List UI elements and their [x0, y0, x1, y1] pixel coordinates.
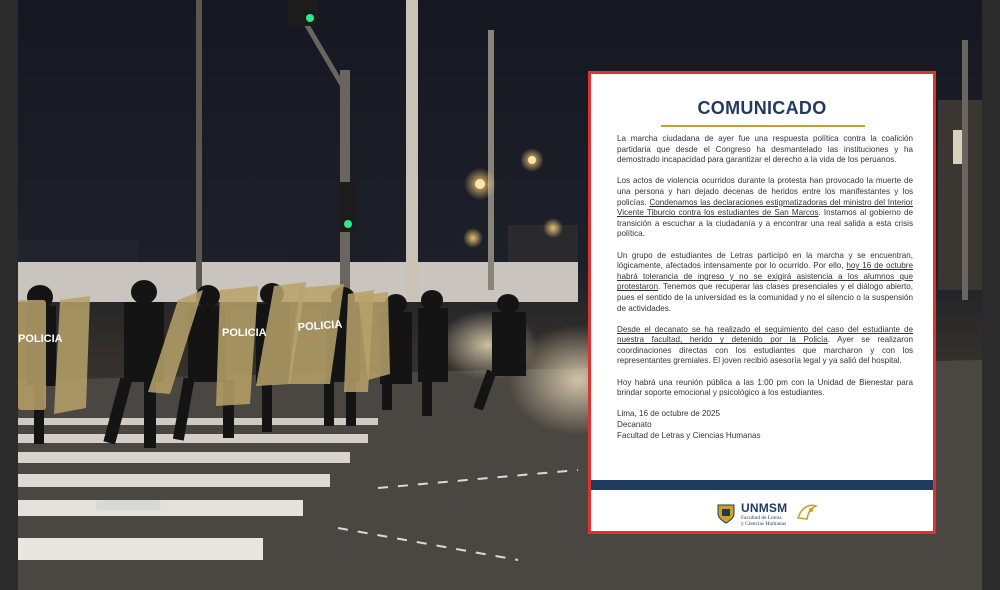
- shield-label-2: POLICIA: [222, 327, 267, 339]
- paragraph-2: Los actos de violencia ocurridos durante la protesta han provocado la muerte de una persona y han dejado decenas de heridos entre los manifestantes y los policías. Condenamos las declaraciones estigmatizadoras del ministro del Interior Vicente Tiburcio contra los estudiantes de San Marcos. Instamos al gobierno de transición a escuchar a la ciudadanía y a encontrar una real salida a esta crisis política.: [617, 176, 914, 239]
- signature-faculty: Facultad de Letras y Ciencias Humanas: [617, 430, 761, 440]
- right-frame-bar: [982, 0, 1000, 590]
- comunicado-card: [588, 71, 936, 534]
- comunicado-body: [617, 134, 913, 441]
- underlined-statement: Desde el decanato se ha realizado el seguimiento del caso del estudiante de nuestra facultad, herido y detenido por la Policía: [617, 324, 913, 345]
- signature-office: Decanato: [617, 420, 652, 430]
- logo-subtitle: Facultad de Letras y Ciencias Humanas: [741, 515, 787, 527]
- footer-band: [591, 480, 933, 490]
- underlined-statement: Condenamos las declaraciones estigmatizadoras del ministro del Interior Vicente Tiburcio contra los estudiantes de San Marcos: [617, 197, 913, 218]
- faculty-emblem-icon: [796, 502, 818, 522]
- logo-name: UNMSM: [741, 501, 788, 515]
- place-date: Lima, 16 de octubre de 2025: [617, 409, 721, 419]
- paragraph-4: Desde el decanato se ha realizado el seguimiento del caso del estudiante de nuestra facultad, herido y detenido por la Policía. Ayer se realizaron coordinaciones directas con los estudiantes que marcharon y con los representantes gremiales. El joven recibió asesoría legal y ya salió del hospital.: [617, 324, 913, 366]
- paragraph-5: Hoy habrá una reunión pública a las 1:00 pm con la Unidad de Bienestar para brindar soporte emocional y psicológico a los estudiantes.: [617, 377, 913, 398]
- shield-label-1: POLICIA: [18, 333, 63, 345]
- left-frame-bar: [0, 0, 18, 590]
- unmsm-logo: [591, 498, 933, 530]
- shield-label-3: POLICIA: [297, 318, 343, 334]
- university-seal-icon: [715, 502, 737, 524]
- comunicado-title: COMUNICADO: [697, 98, 827, 118]
- title-divider: [661, 125, 865, 127]
- underlined-statement: hoy 16 de octubre habrá tolerancia de ingreso y no se exigirá asistencia a los alumnos que protestaron: [617, 261, 913, 292]
- signature-block: [617, 409, 913, 441]
- paragraph-3: Un grupo de estudiantes de Letras participó en la marcha y se encuentran, lógicamente, afectados intensamente por lo ocurrido. Por ello, hoy 16 de octubre habrá tolerancia de ingreso y no se exigirá asistencia a los alumnos que protestaron. Tenemos que recuperar las clases presenciales y el diálogo abierto, pues el sentido de la universidad es la comunidad y no el silencio o la suspensión de actividades.: [617, 250, 913, 313]
- paragraph-1: La marcha ciudadana de ayer fue una respuesta política contra la coalición partidaria que desde el Congreso ha desmantelado las instituciones y ha demostrado incapacidad para garantizar el derecho a la vida de los peruanos.: [617, 134, 913, 165]
